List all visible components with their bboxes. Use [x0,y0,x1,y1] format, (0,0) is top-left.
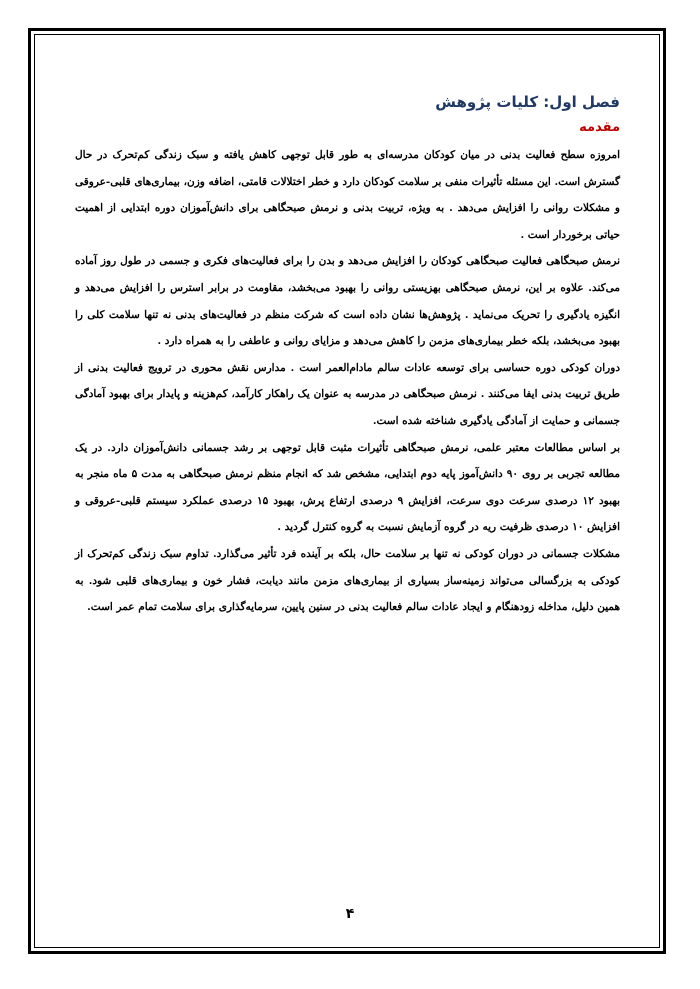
paragraph-1: امروزه سطح فعالیت بدنی در میان کودکان مدرسه‌ای به طور قابل توجهی کاهش یافته و سبک زندگی کم‌تحرک در حال گسترش است. این مسئله تأثیرات منفی بر سلامت کودکان دارد و خطر اختلالات قامتی، اضافه وزن، بیماری‌های قلبی-عروقی و مشکلات روانی را افزایش می‌دهد . به ویژه، تربیت بدنی و نرمش صبحگاهی برای دانش‌آموزان دوره ابتدایی از اهمیت حیاتی برخوردار است . [75,149,620,241]
chapter-title: فصل اول: کلیات پژوهش [435,93,620,111]
section-title: مقدمه [579,120,620,135]
paragraph-2: نرمش صبحگاهی فعالیت صبحگاهی کودکان را افزایش می‌دهد و بدن را برای فعالیت‌های فکری و جسمی در طول روز آماده می‌کند. علاوه بر این، نرمش صبحگاهی بهزیستی روانی را بهبود می‌بخشد، مقاومت در برابر استرس را افزایش می‌دهد و انگیزه یادگیری را تحریک می‌نماید . پژوهش‌ها نشان داده است که شرکت منظم در فعالیت‌های بدنی نه تنها سلامت کلی را بهبود می‌بخشد، بلکه خطر بیماری‌های مزمن را کاهش می‌دهد و مزایای روانی و عاطفی را به همراه دارد . [75,255,620,348]
paragraph-5: مشکلات جسمانی در دوران کودکی نه تنها بر سلامت حال، بلکه بر آینده فرد تأثیر می‌گذارد. تداوم سبک زندگی کم‌تحرک از کودکی به بزرگسالی می‌تواند زمینه‌ساز بسیاری از بیماری‌های مزمن مانند دیابت، فشار خون و بیماری‌های قلبی شود. به همین دلیل، مداخله زودهنگام و ایجاد عادات سالم فعالیت بدنی در سنین پایین، سرمایه‌گذاری برای سلامت تمام عمر است. [75,547,620,614]
page-content [75,90,620,621]
paragraph-3: دوران کودکی دوره حساسی برای توسعه عادات سالم مادام‌العمر است . مدارس نقش محوری در ترویج فعالیت بدنی از طریق تربیت بدنی ایفا می‌کنند . نرمش صبحگاهی در مدرسه به عنوان یک راهکار کارآمد، کم‌هزینه و پایدار برای بهبود آمادگی جسمانی و حمایت از آمادگی یادگیری شناخته شده است. [75,361,620,427]
page-number: ۴ [345,906,355,922]
paragraph-4: بر اساس مطالعات معتبر علمی، نرمش صبحگاهی تأثیرات مثبت قابل توجهی بر رشد جسمانی دانش‌آموزان دارد. در یک مطالعه تجربی بر روی ۹۰ دانش‌آموز پایه دوم ابتدایی، مشخص شد که انجام منظم نرمش صبحگاهی به مدت ۵ ماه منجر به بهبود ۱۲ درصدی سرعت دوی سرعت، افزایش ۹ درصدی ارتفاع پرش، بهبود ۱۵ درصدی عملکرد سیستم قلبی-عروقی و افزایش ۱۰ درصدی ظرفیت ریه در گروه آزمایش نسبت به گروه کنترل گردید . [75,441,621,534]
